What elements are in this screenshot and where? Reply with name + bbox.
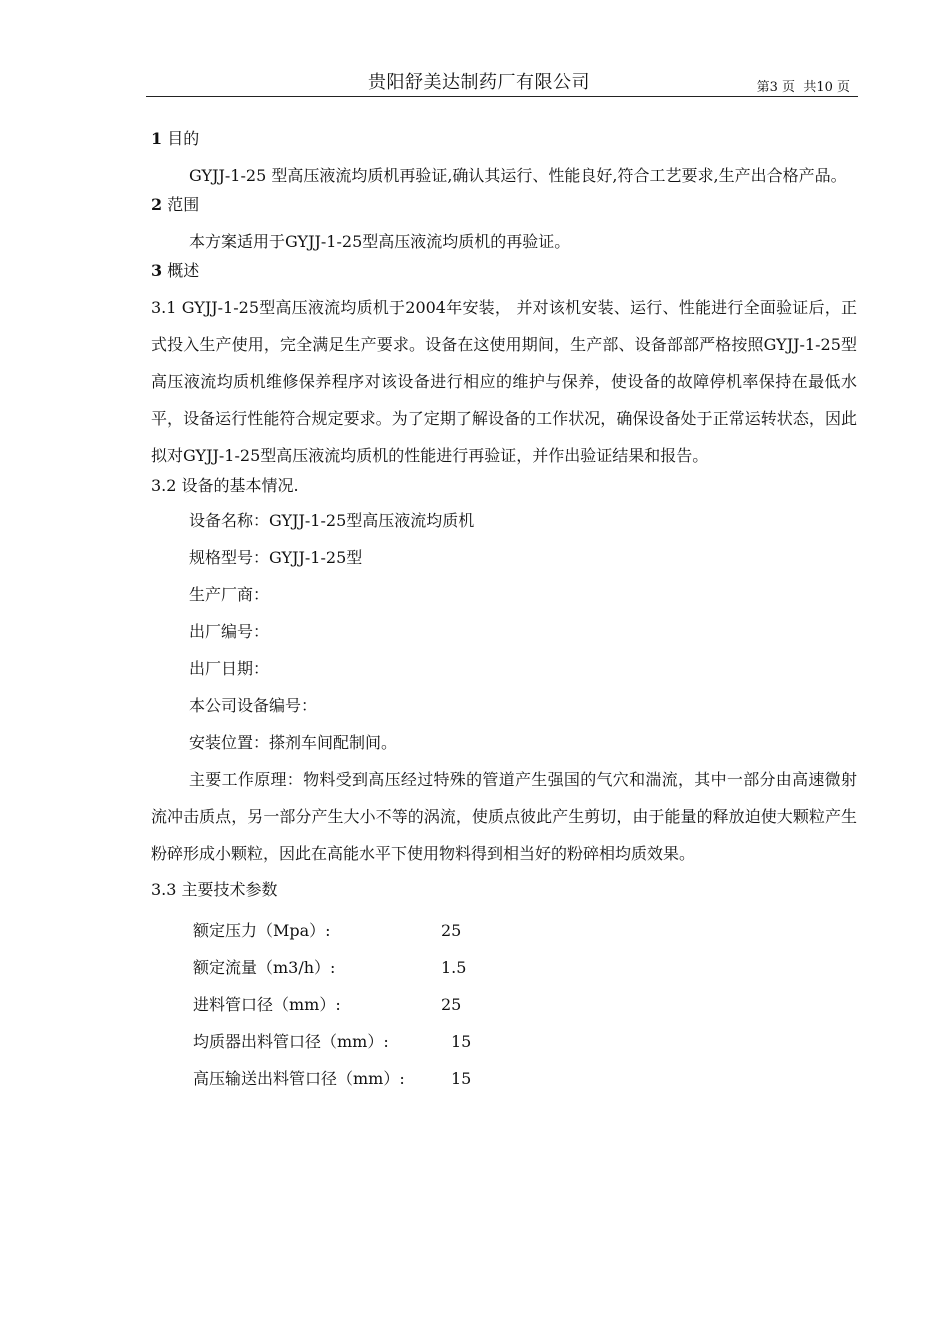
field-manufacturer: 生产厂商：: [189, 585, 270, 604]
section-3-3-heading: 3.3 主要技术参数: [151, 880, 278, 899]
section-title: 范围: [167, 195, 200, 214]
field-install-location: 安装位置：搽剂车间配制间。: [189, 733, 398, 752]
section-1-heading: [151, 128, 857, 150]
param-label: 均质器出料管口径（mm）:: [193, 1032, 389, 1051]
param-value: 25: [441, 921, 462, 940]
param-value: 1.5: [441, 958, 467, 977]
param-row: [193, 912, 857, 949]
section-1-text: GYJJ-1-25 型高压液流均质机再验证,确认其运行、性能良好,符合工艺要求,生产出合格产品。: [189, 166, 847, 185]
param-label: 额定压力（Mpa）:: [193, 921, 331, 940]
param-value: 25: [441, 995, 462, 1014]
page-header: [146, 64, 858, 97]
field-equipment-name: 设备名称：GYJJ-1-25型高压液流均质机: [189, 511, 475, 530]
technical-parameters: [193, 912, 857, 1097]
section-title: 目的: [167, 129, 200, 148]
section-2-heading: [151, 194, 857, 216]
section-3-1-text: 3.1 GYJJ-1-25型高压液流均质机于2004年安装， 并对该机安装、运行、性能进行全面验证后，正式投入生产使用，完全满足生产要求。设备在这使用期间，生产部、设备部部严格按照GYJJ-1-25型高压液流均质机维修保养程序对该设备进行相应的维护与保养，使设备的故障停机率保持在最低水平，设备运行性能符合规定要求。为了定期了解设备的工作状况，确保设备处于正常运转状态，因此拟对GYJJ-1-25型高压液流均质机的性能进行再验证，并作出验证结果和报告。: [151, 298, 857, 465]
field-company-equipment-number: 本公司设备编号：: [189, 696, 318, 715]
equipment-info: [151, 502, 857, 761]
section-2-text: 本方案适用于GYJJ-1-25型高压液流均质机的再验证。: [189, 232, 571, 251]
param-value: 15: [451, 1069, 472, 1088]
working-principle: 主要工作原理：物料受到高压经过特殊的管道产生强国的气穴和湍流，其中一部分由高速微射流冲击质点，另一部分产生大小不等的涡流，使质点彼此产生剪切，由于能量的释放迫使大颗粒产生粉碎形成小颗粒，因此在高能水平下使用物料得到相当好的粉碎相均质效果。: [151, 770, 857, 863]
section-title: 概述: [167, 261, 200, 280]
company-name: 贵阳舒美达制药厂有限公司: [368, 72, 590, 93]
param-label: 额定流量（m3/h）:: [193, 958, 336, 977]
section-number: 3: [151, 261, 163, 280]
param-row: [193, 1060, 857, 1097]
param-row: [193, 949, 857, 986]
section-number: 1: [151, 129, 163, 148]
param-row: [193, 986, 857, 1023]
field-serial-number: 出厂编号：: [189, 622, 270, 641]
section-number: 2: [151, 195, 163, 214]
param-label: 进料管口径（mm）:: [193, 995, 341, 1014]
param-value: 15: [451, 1032, 472, 1051]
page-number: 第3 页 共10 页: [756, 80, 850, 95]
field-model: 规格型号：GYJJ-1-25型: [189, 548, 363, 567]
param-row: [193, 1023, 857, 1060]
param-label: 高压输送出料管口径（mm）:: [193, 1069, 405, 1088]
section-3-2-heading: 3.2 设备的基本情况.: [151, 476, 299, 495]
document-body: [151, 128, 857, 1097]
section-3-heading: [151, 260, 857, 282]
field-manufacture-date: 出厂日期：: [189, 659, 270, 678]
